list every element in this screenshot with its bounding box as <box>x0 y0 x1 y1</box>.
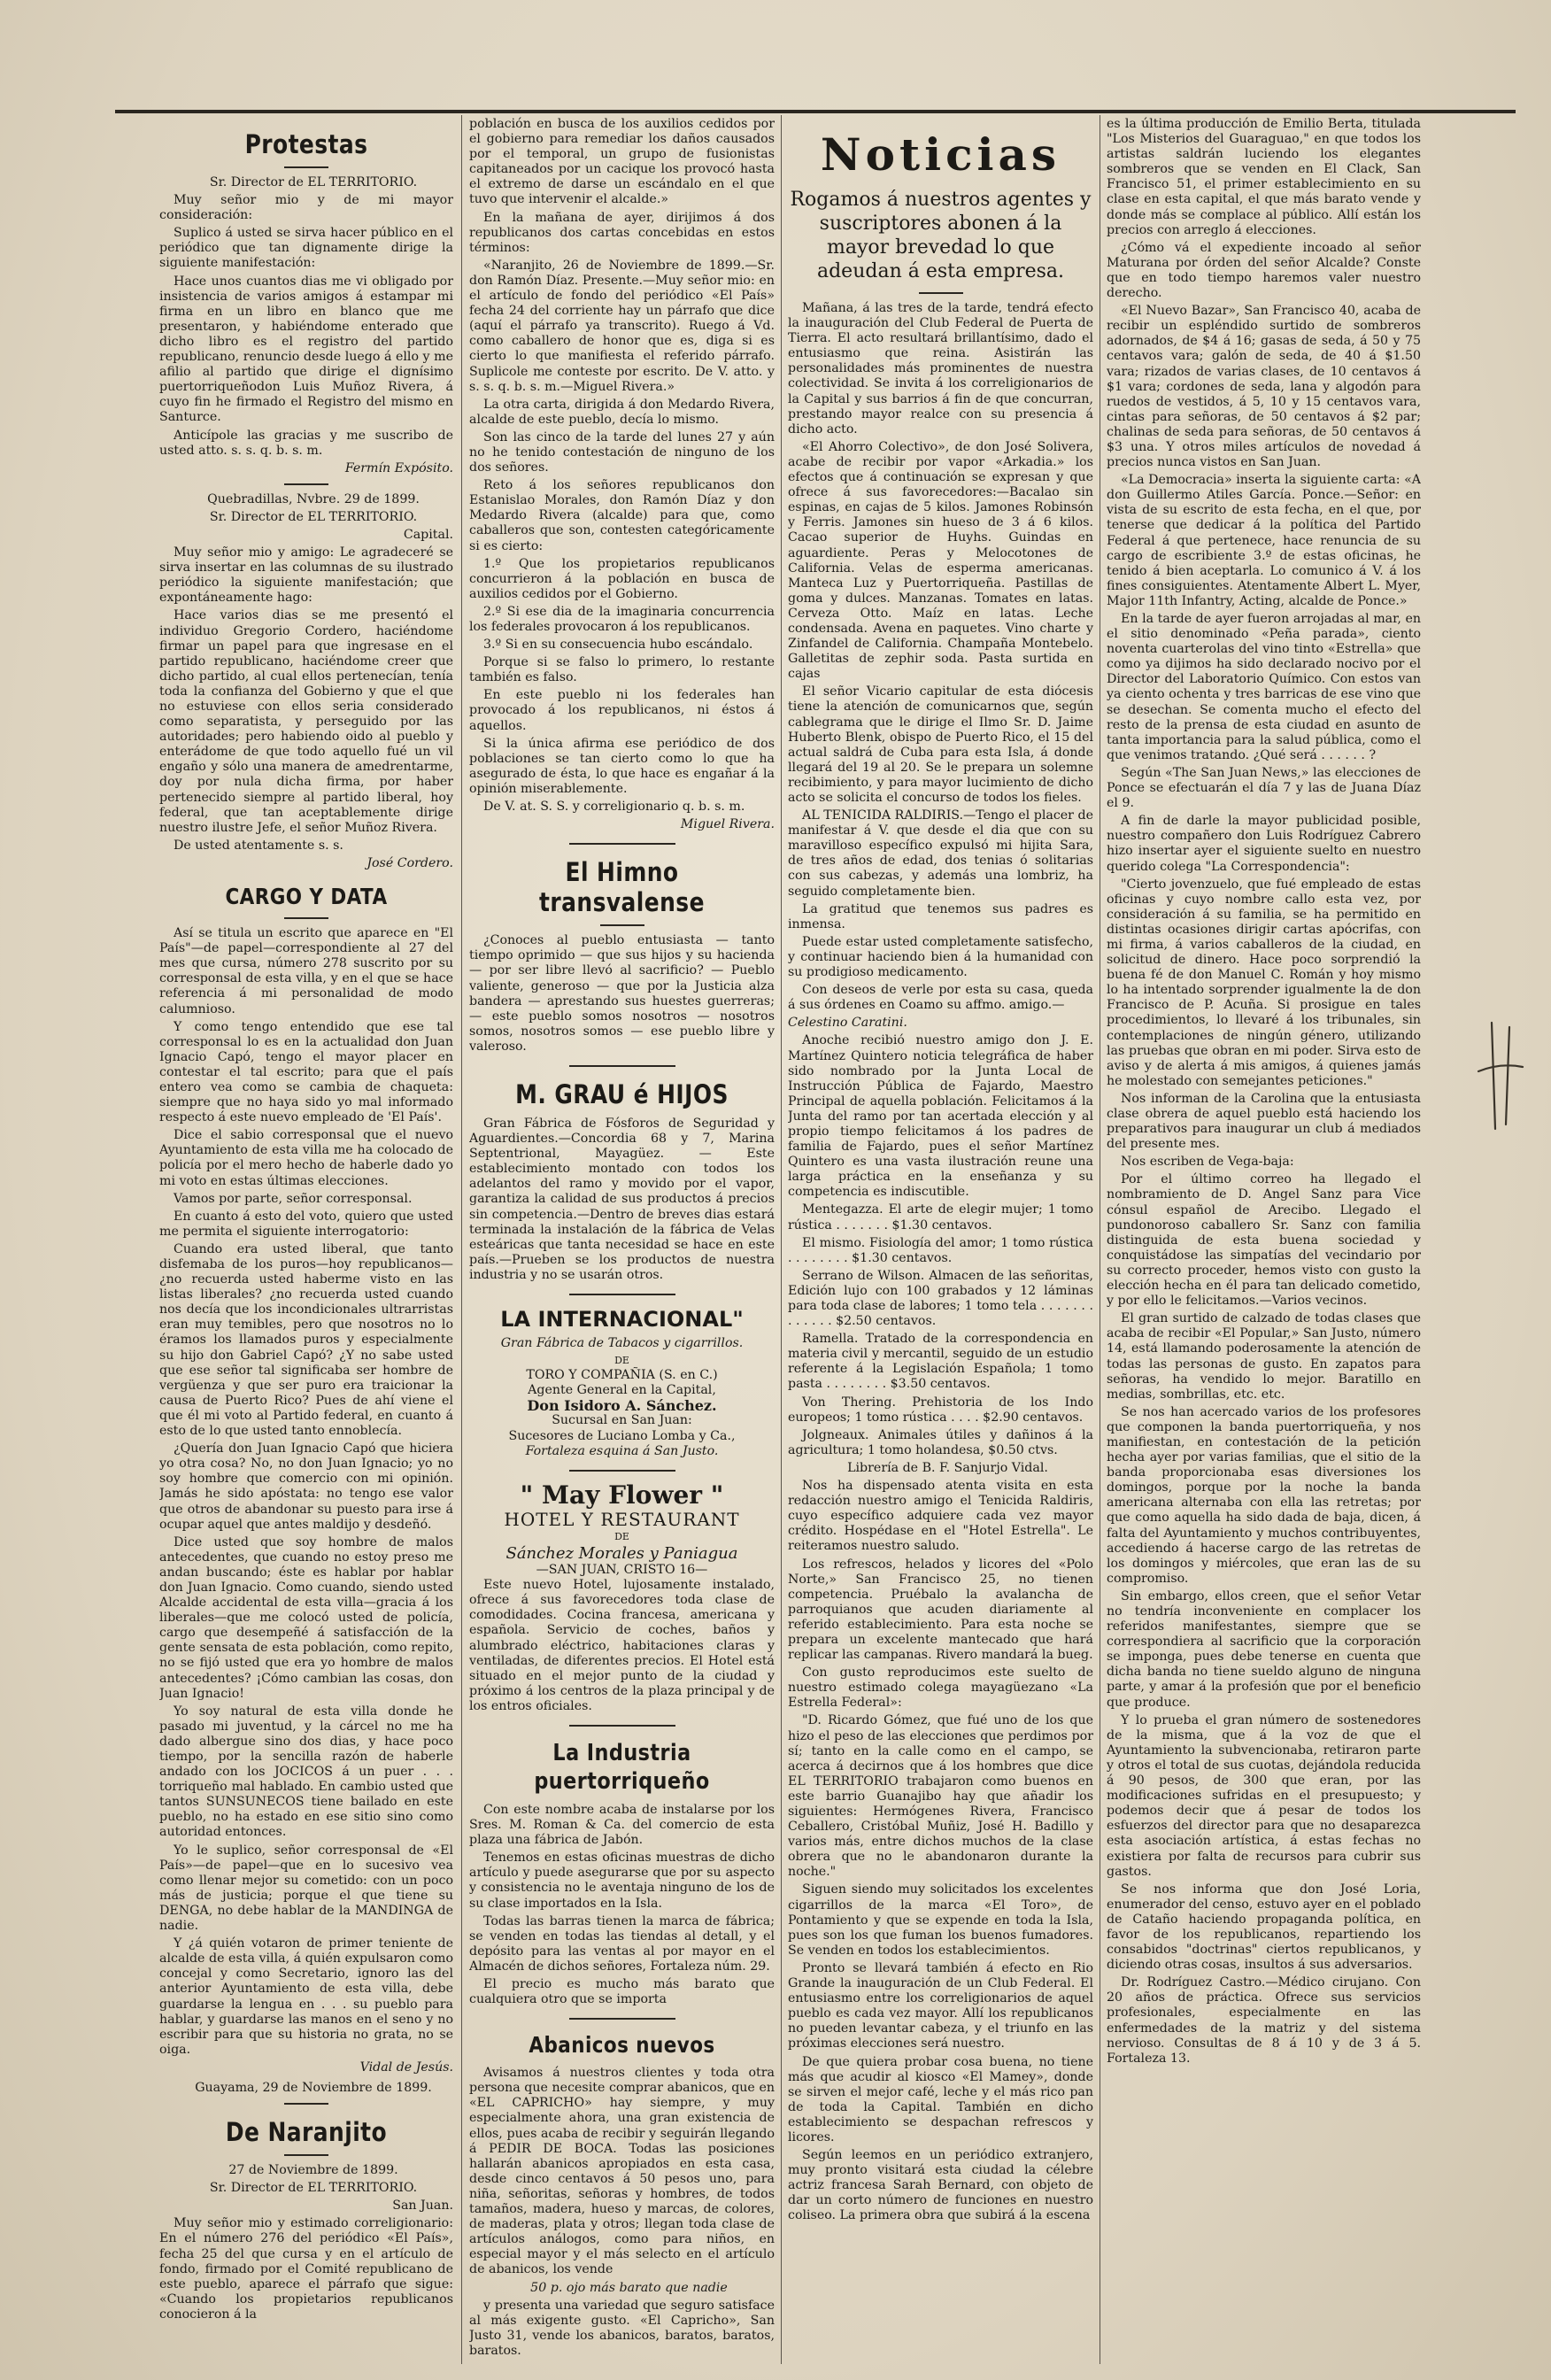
column-1 <box>159 117 453 2361</box>
heading-may-flower: " May Flower " <box>520 1480 724 1510</box>
news-item: Nos informan de la Carolina que la entusiasta clase obrera de aquel pueblo está haciendo los preparativos para inaugurar un club á mediados del presente mes. <box>1107 1091 1421 1152</box>
ad-line: Sucursal en San Juan: <box>552 1413 692 1428</box>
news-item: Anoche recibió nuestro amigo don J. E. Martínez Quintero noticia telegráfica de haber sido nombrado por la Junta Local de Instrucción Pública de Fajardo, Maestro Principal de aquella población. Felicitamos á la Junta del ramo por tan acertada elección y al propio tiempo felicitamos á los padres de familia de Fajardo, pues el señor Martínez Quintero es una vasta ilustración reune una larga práctica en la enseñanza y su competencia es indiscutible. <box>788 1033 1093 1200</box>
paragraph: En la mañana de ayer, dirijimos á dos republicanos dos cartas concebidas en estos términos: <box>469 210 775 255</box>
paragraph: Anticípole las gracias y me suscribo de usted atto. s. s. q. b. s. m. <box>159 428 453 458</box>
ad-subtitle: HOTEL Y RESTAURANT <box>504 1508 740 1530</box>
ad-de: DE <box>614 1355 629 1367</box>
paragraph: 3.º Si en su consecuencia hubo escándalo. <box>483 638 753 653</box>
paragraph: En cuanto á esto del voto, quiero que usted me permita el siguiente interrogatorio: <box>159 1209 453 1239</box>
ad-owner: Sánchez Morales y Paniagua <box>505 1543 738 1563</box>
paragraph: Con este nombre acaba de instalarse por los Sres. M. Roman & Ca. del comercio de esta plaza una fábrica de Jabón. <box>469 1802 775 1848</box>
paragraph: Vamos por parte, señor corresponsal. <box>174 1191 413 1206</box>
ad-line: Sucesores de Luciano Lomba y Ca., <box>508 1428 736 1443</box>
lead-notice: Rogamos á nuestros agentes y suscriptores abonen á la mayor brevedad lo que adeudan á esta empresa. <box>790 189 1092 282</box>
ad-location: —SAN JUAN, CRISTO 16— <box>536 1563 708 1578</box>
paragraph: Dice el sabio corresponsal que el nuevo Ayuntamiento de esta villa me ha colocado de policía por el mero hecho de haberle dado yo mi voto en estas últimas elecciones. <box>159 1128 453 1188</box>
news-item: "Cierto jovenzuelo, que fué empleado de estas oficinas y cuyo nombre callo esta vez, por consideración á su familia, se ha permitido en distintas ocasiones dirigir cartas apócrifas, con mi firma, á varios caballeros de la ciudad, en solicitud de dinero. Hace poco sorprendió la buena fé de don Manuel C. Román y hoy mismo lo ha intentado sorprender igualmente la de don Francisco de P. Acuña. Si prosigue en tales procedimientos, lo llevaré á los tribunales, sin contemplaciones de ningún género, utilizando las pruebas que obran en mi poder. Sirva esto de aviso y de alerta á mis amigos, á quienes jamás he molestado con semejantes peticiones." <box>1107 877 1421 1088</box>
rule <box>569 1294 675 1295</box>
news-item: Siguen siendo muy solicitados los excelentes cigarrillos de la marca «El Toro», de Pontamiento y que se expende en toda la Isla, pues son los que fuman los buenos fumadores. Se venden en todos los establecimientos. <box>788 1882 1093 1958</box>
short-rule <box>600 924 644 926</box>
paragraph: Muy señor mio y amigo: Le agradeceré se sirva insertar en las columnas de su ilustrado periódico la siguiente manifestación; que expontáneamente hago: <box>159 545 453 606</box>
ad-line: Don Isidoro A. Sánchez. <box>527 1397 717 1415</box>
signature: Fermín Expósito. <box>344 460 453 475</box>
paragraph: Hace varios dias se me presentó el individuo Gregorio Cordero, haciéndome firmar un papel para que ingresase en el partido republicano, haciéndome creer que dicho partido, al cual ellos pertenecían, tenía toda la confianza del Gobierno y que el que no estuviese con ellos seria considerado como separatista, y perseguido por las autoridades; pero habiendo oido al pueblo y enterádome de que todo aquello fué un vil engaño y sólo una manera de amedrentarme, doy por nula dicha firma, por haber pertenecido siempre al partido liberal, hoy federal, que tan aceptablemente dirige nuestro ilustre Jefe, el señor Muñoz Rivera. <box>159 608 453 835</box>
column-3 <box>788 117 1093 2361</box>
paragraph: Sr. Director de EL TERRITORIO. <box>209 2181 418 2196</box>
paragraph: 50 p. ojo más barato que nadie <box>530 2280 728 2295</box>
paragraph: Muy señor mio y de mi mayor consideración: <box>159 193 453 223</box>
paragraph: De V. at. S. S. y correligionario q. b. s. m. <box>483 800 745 815</box>
news-item: Según leemos en un periódico extranjero, muy pronto visitará esta ciudad la célebre actriz francesa Sarah Bernard, con objeto de dar un corto número de funciones en nuestro coliseo. La primera obra que subirá á la escena <box>788 2148 1093 2223</box>
paragraph: Y ¿á quién votaron de primer teniente de alcalde de esta villa, á quién expulsaron como concejal y como Secretario, ignoro las del anterior Ayuntamiento de esta villa, debe guardarse la lengua en . . . su pueblo para hablar, y guardarse las manos en el seno y no escribir para que su historia no grata, no se oiga. <box>159 1936 453 2057</box>
paragraph: Yo le suplico, señor corresponsal de «El País»—de papel—que en lo sucesivo vea como llenar mejor su cometido: con un poco más de justicia; porque el que tiene su DENGA, no debe hablar de la MANDINGA de nadie. <box>159 1843 453 1934</box>
paragraph: Son las cinco de la tarde del lunes 27 y aún no he tenido contestación de ninguno de los dos señores. <box>469 429 775 475</box>
paragraph: Hace unos cuantos dias me vi obligado por insistencia de varios amigos á estampar mi firma en un libro en blanco que me presentaron, y habiéndome enterado que dicho libro es el registro del partido republicano, renuncio desde luego á ello y me afilio al partido que dirige el dignísimo puertorriqueñodon Luis Muñoz Rivera, á cuyo fin he firmado el Registro del mismo en Santurce. <box>159 274 453 425</box>
news-item: Mañana, á las tres de la tarde, tendrá efecto la inauguración del Club Federal de Puerta de Tierra. El acto resultará brillantísimo, dado el entusiasmo que reina. Asistirán las personalidades más prominentes de nuestra colectividad. Se invita á los correligionarios de la Capital y sus barrios á fin de que concurran, prestando mayor realce con su presencia á dicho acto. <box>788 301 1093 437</box>
news-item: Librería de B. F. Sanjurjo Vidal. <box>847 1460 1048 1475</box>
paragraph: Así se titula un escrito que aparece en "El País"—de papel—correspondiente al 27 del mes que cursa, número 278 suscrito por su corresponsal de esta villa, y en el que se hace referencia á mi personalidad de modo calumnioso. <box>159 926 453 1016</box>
news-item: Sin embargo, ellos creen, que el señor Vetar no tendría inconveniente en complacer los referidos manifestantes, siempre que se correspondiera al sacrificio que la corporación se imponga, pues debe tenerse en cuenta que dicha banda no tiene sueldo alguno de ninguna parte, y amar á la profesión que por el beneficio que produce. <box>1107 1588 1421 1710</box>
paragraph: Sr. Director de EL TERRITORIO. <box>209 175 418 189</box>
news-item: El señor Vicario capitular de esta diócesis tiene la atención de comunicarnos que, según cablegrama que le dirige el Ilmo Sr. D. Jaime Huberto Blenk, obispo de Puerto Rico, el 15 del actual saldrá de Cuba para esta Isla, á donde llegará del 19 al 20. Se le prepara un solemne recibimiento, y para mayor lucimiento de dicho acto se solicita el concurso de todos los fieles. <box>788 684 1093 805</box>
signature: Miguel Rivera. <box>680 817 775 832</box>
paragraph: Muy señor mio y estimado correligionario: En el número 276 del periódico «El País», fecha 25 del que cursa y en el artículo de fondo, firmado por el Comité republicano de este pueblo, aparece el párrafo que sigue: «Cuando los propietarios republicanos conocieron á la <box>159 2216 453 2322</box>
paragraph: Dice usted que soy hombre de malos antecedentes, que cuando no estoy preso me andan buscando; éste es hablar por hablar don Juan Ignacio. Como cuando, siendo usted Alcalde accidental de esta villa—gracia á los liberales—que me colocó usted de policía, cargo que desempeñé á satisfacción de la gente sensata de esta población, como repito, no se fijó usted que era yo hombre de malos antecedentes? ¡Cómo cambian las cosas, don Juan Ignacio! <box>159 1534 453 1701</box>
paragraph: Capital. <box>403 527 453 542</box>
news-item: Y lo prueba el gran número de sostenedores de la misma, que á la voz de que el Ayuntamiento la subvencionaba, retiraron parte y otros el total de sus cuotas, dejándola reducida á 90 pesos, de 300 que eran, por las modificaciones sufridas en el presupuesto; y podemos decir que á pesar de todos los esfuerzos del director para que no desaparezca esta asociación artística, á estas fechas no existiera por falta de recursos para cubrir sus gastos. <box>1107 1712 1421 1879</box>
news-item: Con deseos de verle por esta su casa, queda á sus órdenes en Coamo su affmo. amigo.— <box>788 983 1093 1013</box>
paragraph: Yo soy natural de esta villa donde he pasado mi juventud, y la cárcel no me ha dado albergue sino dos dias, y hace poco tiempo, por la sencilla razón de haberle andado con los JOCICOS á un puer . . . torriqueño mal hablado. En cambio usted que tantos SUNSUNECOS tiene bailado en este pueblo, no ha estado en ese sitio sino como autoridad entonces. <box>159 1704 453 1840</box>
rule <box>569 1725 675 1727</box>
news-item: Se nos han acercado varios de los profesores que componen la banda puertorriqueña, y nos manifiestan, en contestación de la petición hecha ayer por varias familias, que el sitio de la banda proporcionaba esas diversiones los domingos, porque por la noche la banda americana alternaba con ella las retretas; por que como aquella ha sido dada de baja, dicen, á falta del Ayuntamiento y muchos contribuyentes, accediendo á hacerse cargo de las retretas de los domingos y miércoles, que eran las de su compromiso. <box>1107 1404 1421 1586</box>
top-rule <box>115 110 1516 113</box>
rule <box>569 843 675 845</box>
news-item: es la última producción de Emilio Berta, titulada "Los Misterios del Guaraguao," en que todos los artistas saldrán luciendo los elegantes sombreros que se venden en El Clack, San Francisco 51, el primer establecimiento en su clase en esta capital, el que más barato vende y donde más se complace al público. Allí están los precios con arreglo á elecciones. <box>1107 117 1421 237</box>
news-item: Serrano de Wilson. Almacen de las señoritas, Edición lujo con 100 grabados y 12 láminas para toda clase de labores; 1 tomo tela . . . . . . . . . . . . . $2.50 centavos. <box>788 1268 1093 1329</box>
paragraph: ¿Conoces al pueblo entusiasta — tanto tiempo oprimido — que sus hijos y su hacienda — por ser libre llevó al sacrificio? — Pueblo valiente, generoso — que por la Justicia alza bandera — aprestando sus huestes guerreras; — este pueblo somos nosotros — nosotros somos, nosotros somos — ese pueblo libre y valeroso. <box>469 933 775 1054</box>
column-2 <box>469 117 775 2361</box>
paragraph: Todas las barras tienen la marca de fábrica; se venden en todas las tiendas al detall, y el depósito para las ventas al por mayor en el Almacén de dichos señores, Fortaleza núm. 29. <box>469 1913 775 1974</box>
paragraph: Si la única afirma ese periódico de dos poblaciones se tan cierto como lo que ha asegurado de ésta, lo que hace es engañar á la opinión miserablemente. <box>469 736 775 796</box>
news-item: "D. Ricardo Gómez, que fué uno de los que hizo el peso de las elecciones que perdimos por sí; tanto en la calle como en el campo, se acerca á decirnos que á los hombres que dice EL TERRITORIO trabajaron como buenos en este barrio Guanajibo hay que añadir los siguientes: Hermógenes Rivera, Francisco Ceballero, Cristóbal Muñiz, José H. Badillo y varios más, entre dichos muchos de la clase obrera que no le abandonaron durante la noche." <box>788 1713 1093 1880</box>
heading-cargo-y-data: CARGO Y DATA <box>225 884 388 910</box>
news-item: AL TENICIDA RALDIRIS.—Tengo el placer de manifestar á V. que desde el dia que con su maravilloso específico expulsó mi hijita Sara, de tres años de edad, dos tenias ó solitarias con sus cabezas, y además una lombriz, ha seguido completamente bien. <box>788 808 1093 899</box>
paragraph: Cuando era usted liberal, que tanto disfemaba de los puros—hoy republicanos—¿no recuerda usted haberme visto en las listas liberales? ¿no recuerda usted cuando nos decía que los incondicionales ultrarristas eran muy temibles, pero que nosotros no lo éramos los llamados puros y especialmente su hijo don Gabriel Capó? ¿Y no sabe usted que ese señor tal significaba ser hombre de vergüenza y que ser puro era traicionar la causa de Puerto Rico? Pues de ahí viene el que él mi voto al Partido federal, en cuanto á esto de lo que usted tanto ennoblecía. <box>159 1241 453 1439</box>
news-item: Von Thering. Prehistoria de los Indo europeos; 1 tomo rústica . . . . $2.90 centavos. <box>788 1395 1093 1425</box>
paragraph: Tenemos en estas oficinas muestras de dicho artículo y puede asegurarse que por su aspecto y consistencia no le aventaja ninguno de los de su clase importados en la Isla. <box>469 1851 775 1911</box>
signature: Vidal de Jesús. <box>359 2059 453 2075</box>
paragraph: Sr. Director de EL TERRITORIO. <box>209 509 418 524</box>
news-item: «El Nuevo Bazar», San Francisco 40, acaba de recibir un espléndido surtido de sombreros adornados, de $4 á 16; gasas de seda, á 50 y 75 centavos vara; galón de seda, de 40 á $1.50 vara; rizados de varias clases, de 10 centavos á $1 vara; cordones de seda, lana y algodón para ruedos de vestidos, á 5, 10 y 15 centavos vara, cintas para señoras, de 50 centavos á $2 par; chalinas de seda para señoras, de 50 centavos á $3 una. Y otros miles artículos de novedad á precios nunca vistos en San Juan. <box>1107 304 1421 470</box>
ad-de: DE <box>614 1530 629 1542</box>
paragraph: Reto á los señores republicanos don Estanislao Morales, don Ramón Díaz y don Medardo Rivera (alcalde) para que, como caballeros que son, contesten categóricamente si es cierto: <box>469 478 775 553</box>
paragraph: 27 de Noviembre de 1899. <box>228 2163 398 2178</box>
rule <box>569 1065 675 1067</box>
short-rule <box>284 917 328 919</box>
heading-grau-hijos: M. GRAU é HIJOS <box>515 1078 729 1109</box>
signature: José Cordero. <box>367 855 453 870</box>
paragraph: «Naranjito, 26 de Noviembre de 1899.—Sr. don Ramón Díaz. Presente.—Muy señor mio: en el artículo de fondo del periódico «El País» fecha 24 del corriente hay un párrafo que dice (aquí el párrafo ya transcrito). Ruego á Vd. como caballero de honor que es, diga si es cierto lo que manifiesta el referido párrafo. Suplicole me conteste por escrito. De V. atto. y s. s. q. b. s. m.—Miguel Rivera.» <box>469 258 775 394</box>
rule <box>569 1470 675 1472</box>
news-item: Pronto se llevará también á efecto en Rio Grande la inauguración de un Club Federal. El entusiasmo entre los correligionarios de aquel pueblo es cada vez mayor. Allí los republicanos no pueden levantar cabeza, y el triunfo en las próximas elecciones será nuestro. <box>788 1960 1093 2052</box>
ad-line: Agente General en la Capital, <box>528 1383 716 1398</box>
news-item: La gratitud que tenemos sus padres es inmensa. <box>788 901 1093 931</box>
news-item: Celestino Caratini. <box>788 1016 907 1031</box>
paragraph: 2.º Si ese dia de la imaginaria concurrencia los federales provocaron á los republicanos. <box>469 604 775 634</box>
news-item: «La Democracia» inserta la siguiente carta: «A don Guillermo Atiles García. Ponce.—Señor: en vista de su escrito de esta fecha, en el que, por tenerse que dedicar á la política del Partido Federal á que pertenece, hace renuncia de su cargo de escribiente 3.º de estas oficinas, he tenido á bien aceptarla. Lo comunico á V. á los fines consiguientes. Atentamente Albert L. Myer, Major 11th Infantry, Acting, alcalde de Ponce.» <box>1107 473 1421 608</box>
paragraph: De usted atentamente s. s. <box>174 838 343 853</box>
paragraph: En este pueblo ni los federales han provocado á los republicanos, ni éstos á aquellos. <box>469 688 775 733</box>
short-rule <box>284 2154 328 2156</box>
heading-la-internacional: LA INTERNACIONAL" <box>500 1307 744 1332</box>
heading-noticias: Noticias <box>820 128 1061 181</box>
paragraph: Porque si se falso lo primero, lo restante también es falso. <box>469 655 775 685</box>
news-item: Según «The San Juan News,» las elecciones de Ponce se efectuarán el día 7 y las de Juana Díaz el 9. <box>1107 765 1421 811</box>
short-rule <box>919 292 963 294</box>
news-item: Los refrescos, helados y licores del «Polo Norte,» San Francisco 25, no tienen competencia. Pruébalo la avalancha de parroquianos que acuden diariamente al referido establecimiento. Para esta noche se prepara un excelente mantecado que hará replicar las campanas. Rivero mandará la bueg. <box>788 1557 1093 1663</box>
heading-de-naranjito: De Naranjito <box>225 2117 388 2148</box>
news-item: Puede estar usted completamente satisfecho, y continuar haciendo bien á la humanidad con su prodigioso medicamento. <box>788 934 1093 980</box>
news-item: Con gusto reproducimos este suelto de nuestro estimado colega mayagüezano «La Estrella Federal»: <box>788 1665 1093 1711</box>
column-separator <box>781 115 782 2364</box>
news-item: Se nos informa que don José Loria, enumerador del censo, estuvo ayer en el poblado de Cataño haciendo propaganda política, en favor de los republicanos, repartiendo los consabidos "doctrinas" ciertos republicanos, y diciendo otras cosas, insultos á sus adversarios. <box>1107 1882 1421 1973</box>
paragraph: Gran Fábrica de Fósforos de Seguridad y Aguardientes.—Concordia 68 y 7, Marina Septentrional, Mayagüez. — Este establecimiento montado con todos los adelantos del ramo y movido por el vapor, garantiza la calidad de sus productos á precios sin competencia.—Dentro de breves dias estará terminada la instalación de la fábrica de Velas esteáricas que tanta necesidad se hace en este país.—Prueben se los productos de nuestra industria y no se usarán otros. <box>469 1116 775 1282</box>
news-item: De que quiera probar cosa buena, no tiene más que acudir al kiosco «El Mamey», donde se sirven el mejor café, leche y el más rico pan de toda la Capital. También en dicho establecimiento se despachan refrescos y licores. <box>788 2054 1093 2144</box>
heading-protestas: Protestas <box>244 129 368 159</box>
paragraph: Avisamos á nuestros clientes y toda otra persona que necesite comprar abanicos, que en «EL CAPRICHO» hay siempre, y muy especialmente ahora, una gran existencia de ellos, pues acaba de recibir y seguirán llegando á PEDIR DE BOCA. Todas las posiciones hallarán abanicos apropiados en esta casa, desde cinco centavos á 50 pesos uno, para niña, señoritas, señoras y hombres, de todos tamaños, madera, hueso y marcas, de colores, de maderas, plata y otros; llegan toda clase de artículos análogos, como para niños, en especial mayor y el más selecto en el artículo de abanicos, los vende <box>469 2066 775 2277</box>
news-item: Jolgneaux. Animales útiles y dañinos á la agricultura; 1 tomo holandesa, $0.50 ctvs. <box>788 1427 1093 1457</box>
paragraph: Suplico á usted se sirva hacer público en el periódico que tan dignamente dirige la siguiente manifestación: <box>159 226 453 271</box>
news-item: ¿Cómo vá el expediente incoado al señor Maturana por órden del señor Alcalde? Conste que en todo tiempo haremos valer nuestro derecho. <box>1107 240 1421 301</box>
paragraph: ¿Quería don Juan Ignacio Capó que hiciera yo otra cosa? No, no don Juan Ignacio; yo no soy hombre que comercio con mi opinión. Jamás he sido apóstata: no tengo ese valor que otros de abandonar su puesto para irse á ocupar aquel que antes maldijo y desdeñó. <box>159 1441 453 1532</box>
news-item: Nos escriben de Vega-baja: <box>1121 1155 1294 1170</box>
short-rule <box>284 483 328 485</box>
paragraph: San Juan. <box>392 2198 453 2214</box>
news-item: «El Ahorro Colectivo», de don José Solivera, acabe de recibir por vapor «Arkadia.» los efectos que á continuación se expresan y que ofrece á sus favorecedores:—Bacalao sin espinas, en cajas de 5 kilos. Jamones Robinsón y Ferris. Jamones sin hueso de 3 á 6 kilos. Cacao superior de Huyhs. Guindas en aguardiente. Peras y Melocotones de California. Velas de esperma americanas. Manteca Luz y Puertorriqueña. Pastillas de goma y dulces. Manzanas. Tomates en latas. Cerveza Otto. Maíz en latas. Leche condensada. Avena en paquetes. Vino charte y Zinfandel de California. Champaña Montebelo. Galletitas de zephir soda. Pasta surtida en cajas <box>788 439 1093 682</box>
news-item: El mismo. Fisiología del amor; 1 tomo rústica . . . . . . . . $1.30 centavos. <box>788 1235 1093 1265</box>
heading-himno-transvalense: El Himno transvalense <box>539 857 705 918</box>
column-4 <box>1107 117 1421 2361</box>
ad-line: Fortaleza esquina á San Justo. <box>525 1443 719 1458</box>
short-rule <box>284 2103 328 2105</box>
heading-industria-puertorriquena: La Industria puertorriqueño <box>534 1739 710 1795</box>
paragraph: Guayama, 29 de Noviembre de 1899. <box>195 2080 432 2095</box>
paragraph: La otra carta, dirigida á don Medardo Rivera, alcalde de este pueblo, decía lo mismo. <box>469 397 775 427</box>
paragraph: Este nuevo Hotel, lujosamente instalado, ofrece á sus favorecedores toda clase de comodidades. Cocina francesa, americana y española. Servicio de coches, baños y alumbrado eléctrico, habitaciones claras y ventiladas, de diferentes precios. El Hotel está situado en el mejor punto de la ciudad y próximo á los centros de la plaza principal y de los entros oficiales. <box>469 1578 775 1713</box>
short-rule <box>284 166 328 168</box>
ad-subtitle: Gran Fábrica de Tabacos y cigarrillos. <box>500 1336 744 1350</box>
news-item: Nos ha dispensado atenta visita en esta redacción nuestro amigo el Tenicida Raldiris, cuyo específico adquiere cada vez mayor crédito. Hospédase en el "Hotel Estrella". Le reiteramos nuestro saludo. <box>788 1479 1093 1554</box>
news-item: Dr. Rodríguez Castro.—Médico cirujano. Con 20 años de práctica. Ofrece sus servicios profesionales, especialmente en las enfermedades de la matriz y del sistema nervioso. Consultas de 8 á 10 y de 3 á 5. Fortaleza 13. <box>1107 1975 1421 2066</box>
paragraph: y presenta una variedad que seguro satisface al más exigente gusto. «El Capricho», San Justo 31, vende los abanicos, baratos, baratos, baratos. <box>469 2298 775 2358</box>
rule <box>569 2018 675 2020</box>
news-item: A fin de darle la mayor publicidad posible, nuestro compañero don Luis Rodríguez Cabrero hizo insertar ayer el siguiente suelto en nuestro querido colega "La Correspondencia": <box>1107 814 1421 874</box>
paragraph: población en busca de los auxilios cedidos por el gobierno para remediar los daños causados por el temporal, un grupo de fusionistas capitaneados por un cacique los provocó hasta el extremo de darse un escándalo en el que tuvo que intervenir el alcalde.» <box>469 117 775 207</box>
news-item: Mentegazza. El arte de elegir mujer; 1 tomo rústica . . . . . . . $1.30 centavos. <box>788 1202 1093 1232</box>
paragraph: Y como tengo entendido que ese tal corresponsal lo es en la actualidad don Juan Ignacio Capó, tengo el mayor placer en contestar el tal escrito; para que el país entero vea como se cambia de chaqueta: siempre que no haya sido yo mal informado respecto á este nuevo empleado de 'El País'. <box>159 1019 453 1125</box>
news-item: Por el último correo ha llegado el nombramiento de D. Angel Sanz para Vice cónsul español de Arecibo. Llegado el pundonoroso caballero Sr. Sanz con familia distinguida de esta buena sociedad y conquistádose las simpatías del vecindario por su correcto proceder, hemos visto con gusto la elección hecha en él para tan delicado cometido, y por ello le felicitamos.—Varios vecinos. <box>1107 1172 1421 1309</box>
column-separator <box>461 115 462 2364</box>
ad-line: TORO Y COMPAÑIA (S. en C.) <box>526 1368 718 1383</box>
news-item: En la tarde de ayer fueron arrojadas al mar, en el sitio denominado «Peña parada», ciento noventa cuarterolas del vino tinto «Estrella» que como ya dijimos ha sido declarado nocivo por el Director del Laboratorio Químico. Con estos van ya ciento ochenta y tres barricas de ese vino que se desechan. Se comenta mucho el efecto del resto de la prensa de esta ciudad en asunto de tanta importancia para la salud pública, como el que venimos tratando. ¿Qué será . . . . . . ? <box>1107 612 1421 762</box>
paragraph: Quebradillas, Nvbre. 29 de 1899. <box>207 491 420 506</box>
paragraph: 1.º Que los propietarios republicanos concurrieron á la población en busca de auxilios cedidos por el Gobierno. <box>469 556 775 601</box>
paragraph: El precio es mucho más barato que cualquiera otro que se importa <box>469 1977 775 2007</box>
news-item: Ramella. Tratado de la correspondencia en materia civil y mercantil, seguido de un estudio referente á la Legislación Española; 1 tomo pasta . . . . . . . . $3.50 centavos. <box>788 1332 1093 1392</box>
heading-abanicos-nuevos: Abanicos nuevos <box>529 2032 715 2059</box>
handwritten-mark-icon <box>1474 1018 1527 1133</box>
news-item: El gran surtido de calzado de todas clases que acaba de recibir «El Popular,» San Justo, número 14, está llamando poderosamente la atención de todas las personas de gusto. En zapatos para señoras, ha vendido lo mejor. Baratillo en medias, sombrillas, etc. etc. <box>1107 1311 1421 1402</box>
